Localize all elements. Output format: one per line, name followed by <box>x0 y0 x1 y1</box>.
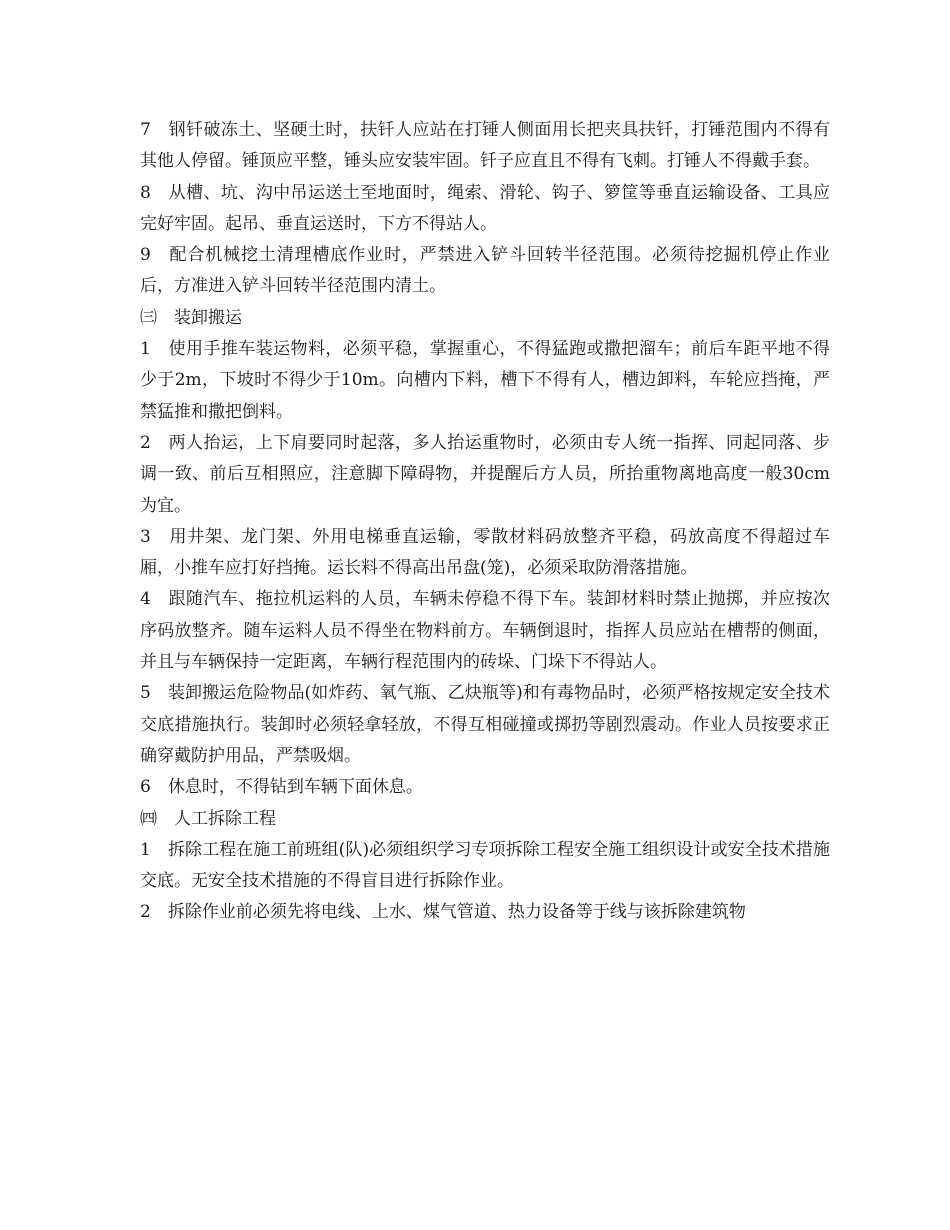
paragraph-item-4: 4 跟随汽车、拖拉机运料的人员，车辆未停稳不得下车。装卸材料时禁止抛掷，并应按次序码放整齐。随车运料人员不得坐在物料前方。车辆倒退时，指挥人员应站在槽帮的侧面，并且与车辆保持一定距离，车辆行程范围内的砖垛、门垛下不得站人。 <box>140 589 830 673</box>
paragraph-item-7: 7 钢钎破冻土、坚硬土时，扶钎人应站在打锤人侧面用长把夹具扶钎，打锤范围内不得有其他人停留。锤顶应平整，锤头应安装牢固。钎子应直且不得有飞刺。打锤人不得戴手套。 <box>140 120 830 172</box>
paragraph-item-6: 6 休息时，不得钻到车辆下面休息。 <box>140 777 423 798</box>
paragraph-item-9: 9 配合机械挖土清理槽底作业时，严禁进入铲斗回转半径范围。必须待挖掘机停止作业后，方准进入铲斗回转半径范围内清土。 <box>140 245 830 297</box>
paragraph-item-5: 5 装卸搬运危险物品(如炸药、氧气瓶、乙炔瓶等)和有毒物品时，必须严格按规定安全技术交底措施执行。装卸时必须轻拿轻放，不得互相碰撞或掷扔等剧烈震动。作业人员按要求正确穿戴防护用品，严禁吸烟。 <box>140 683 830 766</box>
paragraph-item-2: 2 两人抬运，上下肩要同时起落，多人抬运重物时，必须由专人统一指挥、同起同落、步调一致、前后互相照应，注意脚下障碍物，并提醒后方人员，所抬重物离地高度一般30cm为宜。 <box>140 432 830 516</box>
section-heading-demolition: ㈣ 人工拆除工程 <box>140 808 276 829</box>
paragraph-demolition-2: 2 拆除作业前必须先将电线、上水、煤气管道、热力设备等于线与该拆除建筑物 <box>140 902 746 923</box>
paragraph-item-1: 1 使用手推车装运物料，必须平稳，掌握重心，不得猛跑或撒把溜车；前后车距平地不得少于2m，下坡时不得少于10m。向槽内下料，槽下不得有人，槽边卸料，车轮应挡掩，严禁猛推和撒把倒料。 <box>140 339 830 422</box>
paragraph-item-3: 3 用井架、龙门架、外用电梯垂直运输，零散材料码放整齐平稳，码放高度不得超过车厢，小推车应打好挡掩。运长料不得高出吊盘(笼)，必须采取防滑落措施。 <box>140 526 830 579</box>
document-body <box>140 115 830 929</box>
paragraph-item-8: 8 从槽、坑、沟中吊运送土至地面时，绳索、滑轮、钩子、箩筐等垂直运输设备、工具应完好牢固。起吊、垂直运送时，下方不得站人。 <box>140 182 830 234</box>
paragraph-demolition-1: 1 拆除工程在施工前班组(队)必须组织学习专项拆除工程安全施工组织设计或安全技术措施交底。无安全技术措施的不得盲目进行拆除作业。 <box>140 839 830 892</box>
section-heading-loading: ㈢ 装卸搬运 <box>140 307 242 328</box>
